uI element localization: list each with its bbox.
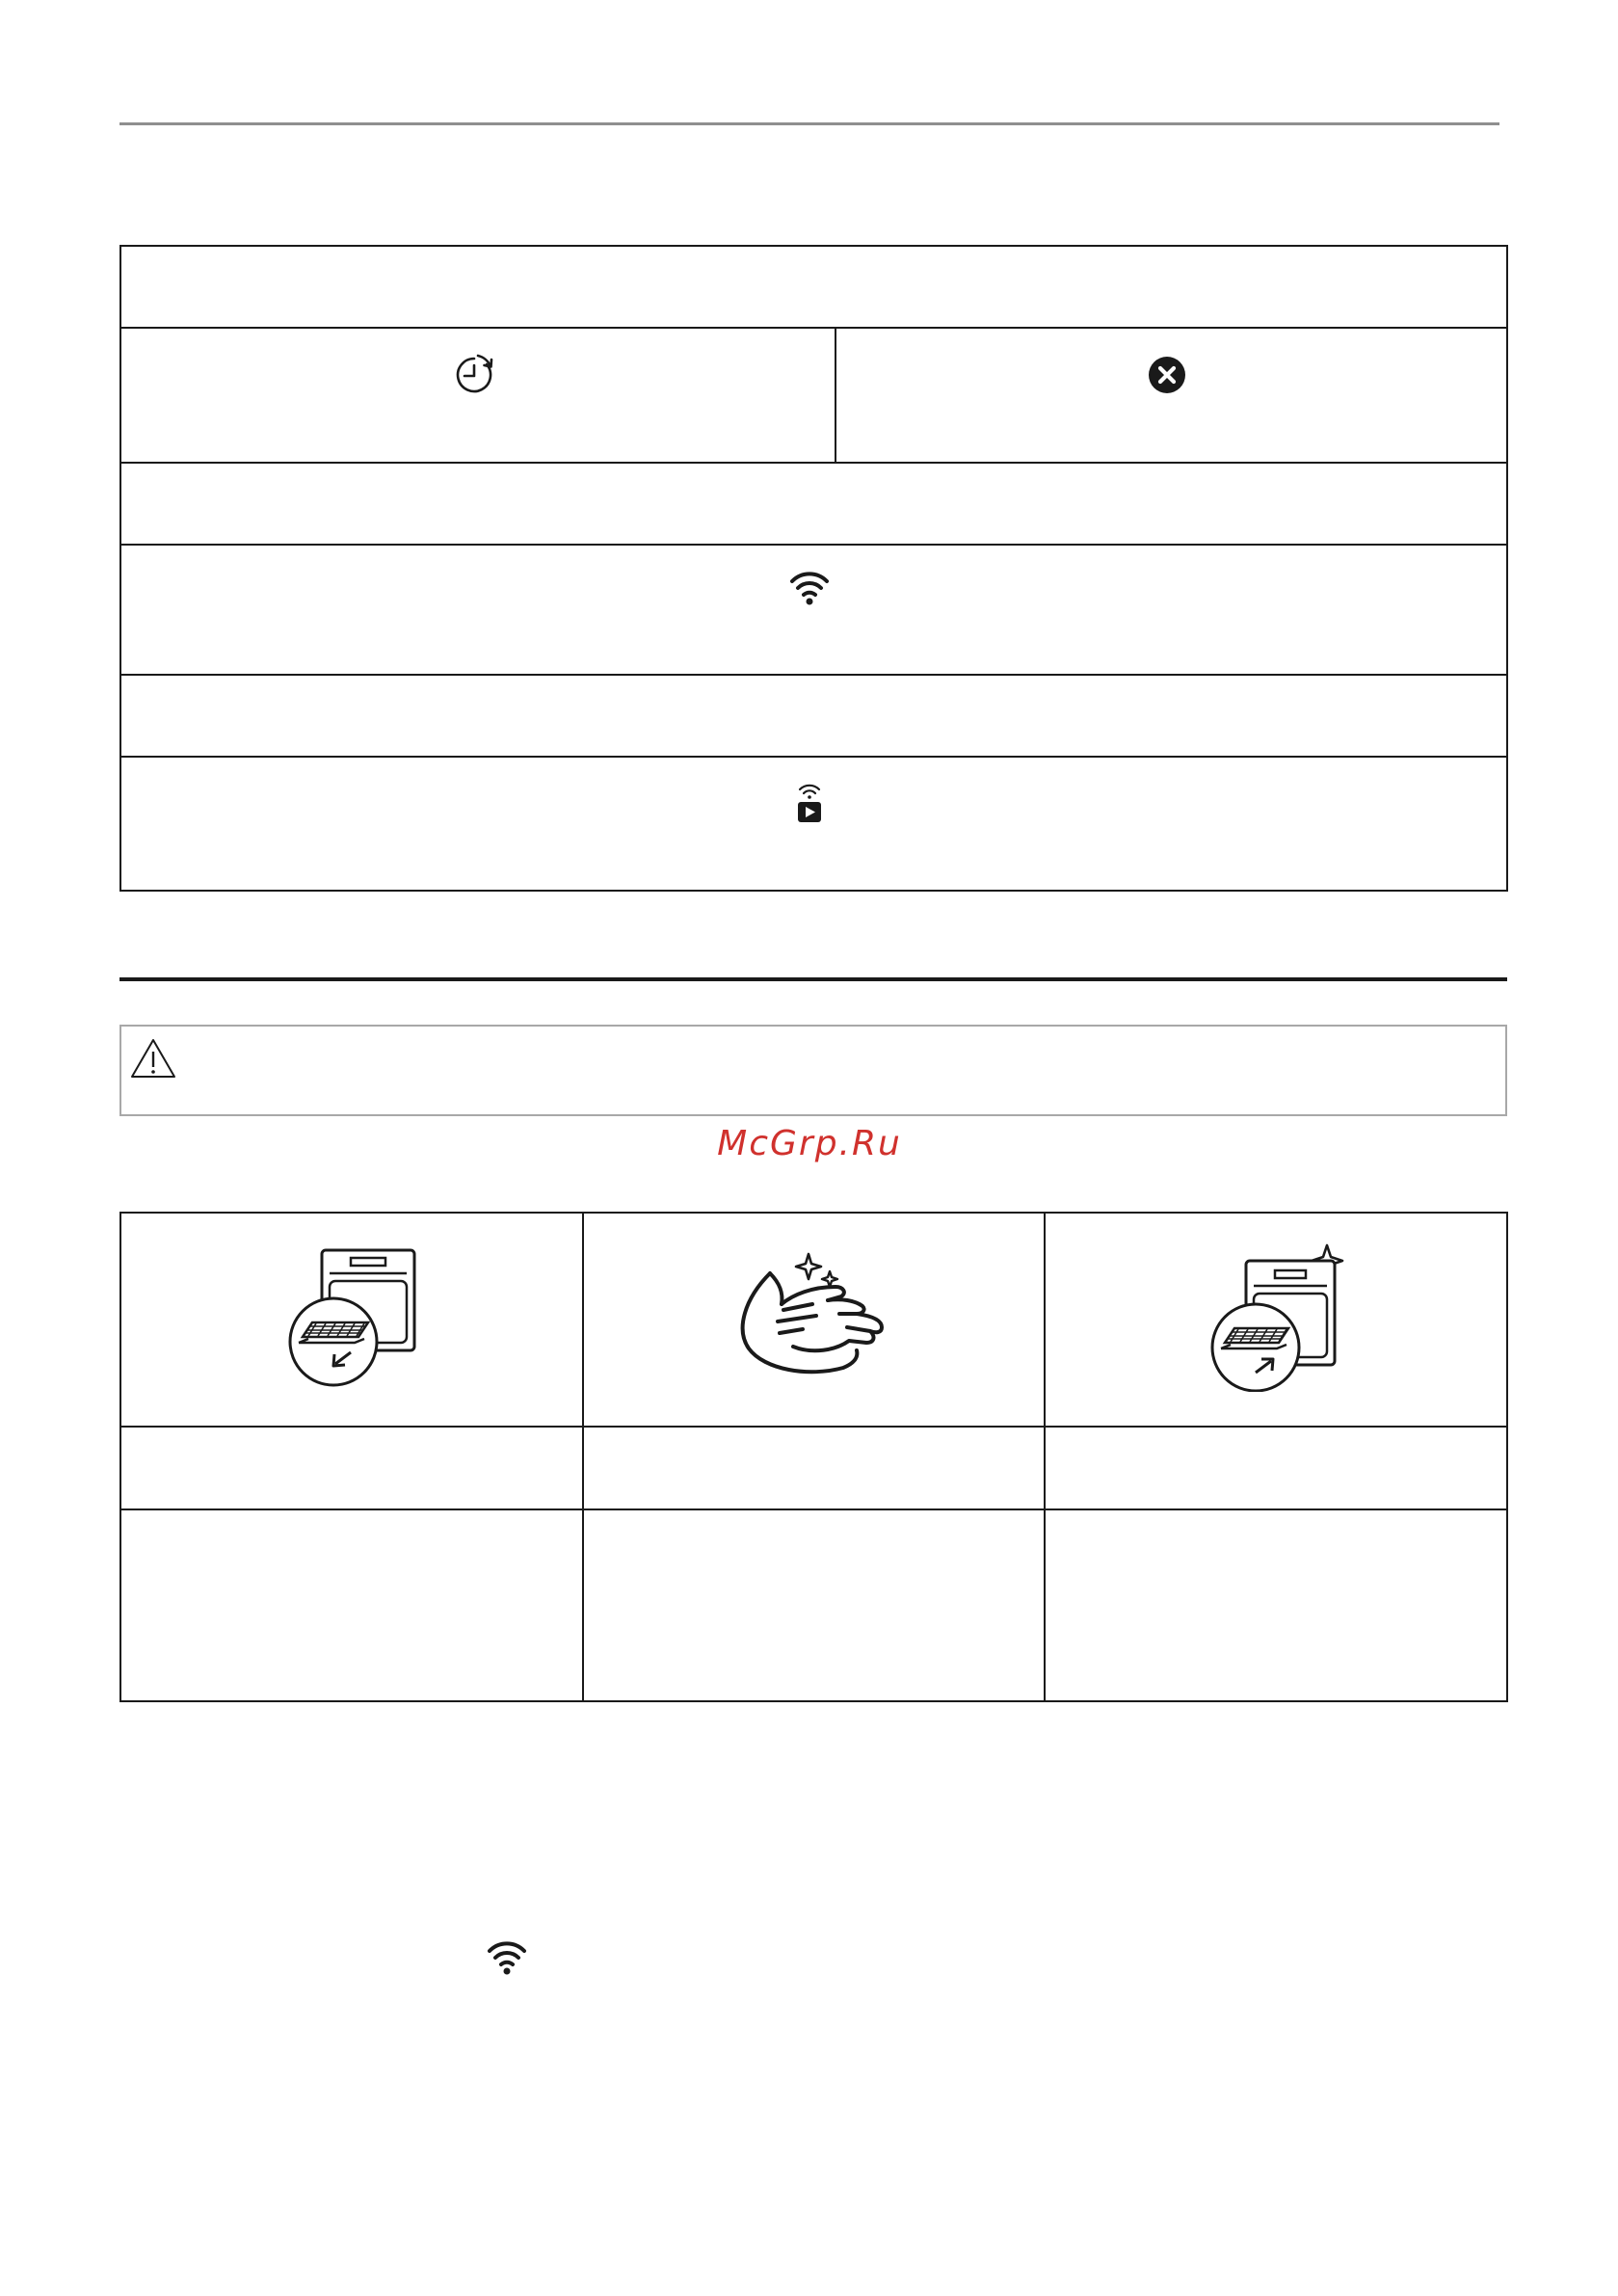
table-row-divider	[119, 756, 1508, 758]
table-row-divider	[119, 674, 1508, 676]
table-row-divider	[119, 1426, 1508, 1428]
insert-oven-shelf-icon	[1206, 1243, 1350, 1392]
warning-box	[119, 1025, 1507, 1116]
table-column-divider	[835, 327, 836, 463]
wifi-icon	[487, 1938, 527, 1977]
table-row-divider	[119, 327, 1508, 329]
header-rule	[119, 122, 1499, 125]
table-column-divider	[582, 1212, 584, 1702]
table-row-divider	[119, 1508, 1508, 1510]
wifi-icon	[789, 569, 830, 607]
clock-with-arrow-icon	[452, 353, 496, 397]
remove-oven-shelf-icon	[281, 1246, 418, 1389]
wash-by-hand-icon	[735, 1250, 889, 1380]
table-row-divider	[119, 544, 1508, 546]
table-column-divider	[1044, 1212, 1046, 1702]
close-circle-icon	[1148, 356, 1186, 394]
warning-triangle-icon	[129, 1037, 177, 1080]
table-row-divider	[119, 462, 1508, 464]
section-divider	[119, 977, 1507, 981]
watermark: McGrp.Ru	[717, 1124, 902, 1163]
remote-start-icon	[795, 783, 824, 823]
